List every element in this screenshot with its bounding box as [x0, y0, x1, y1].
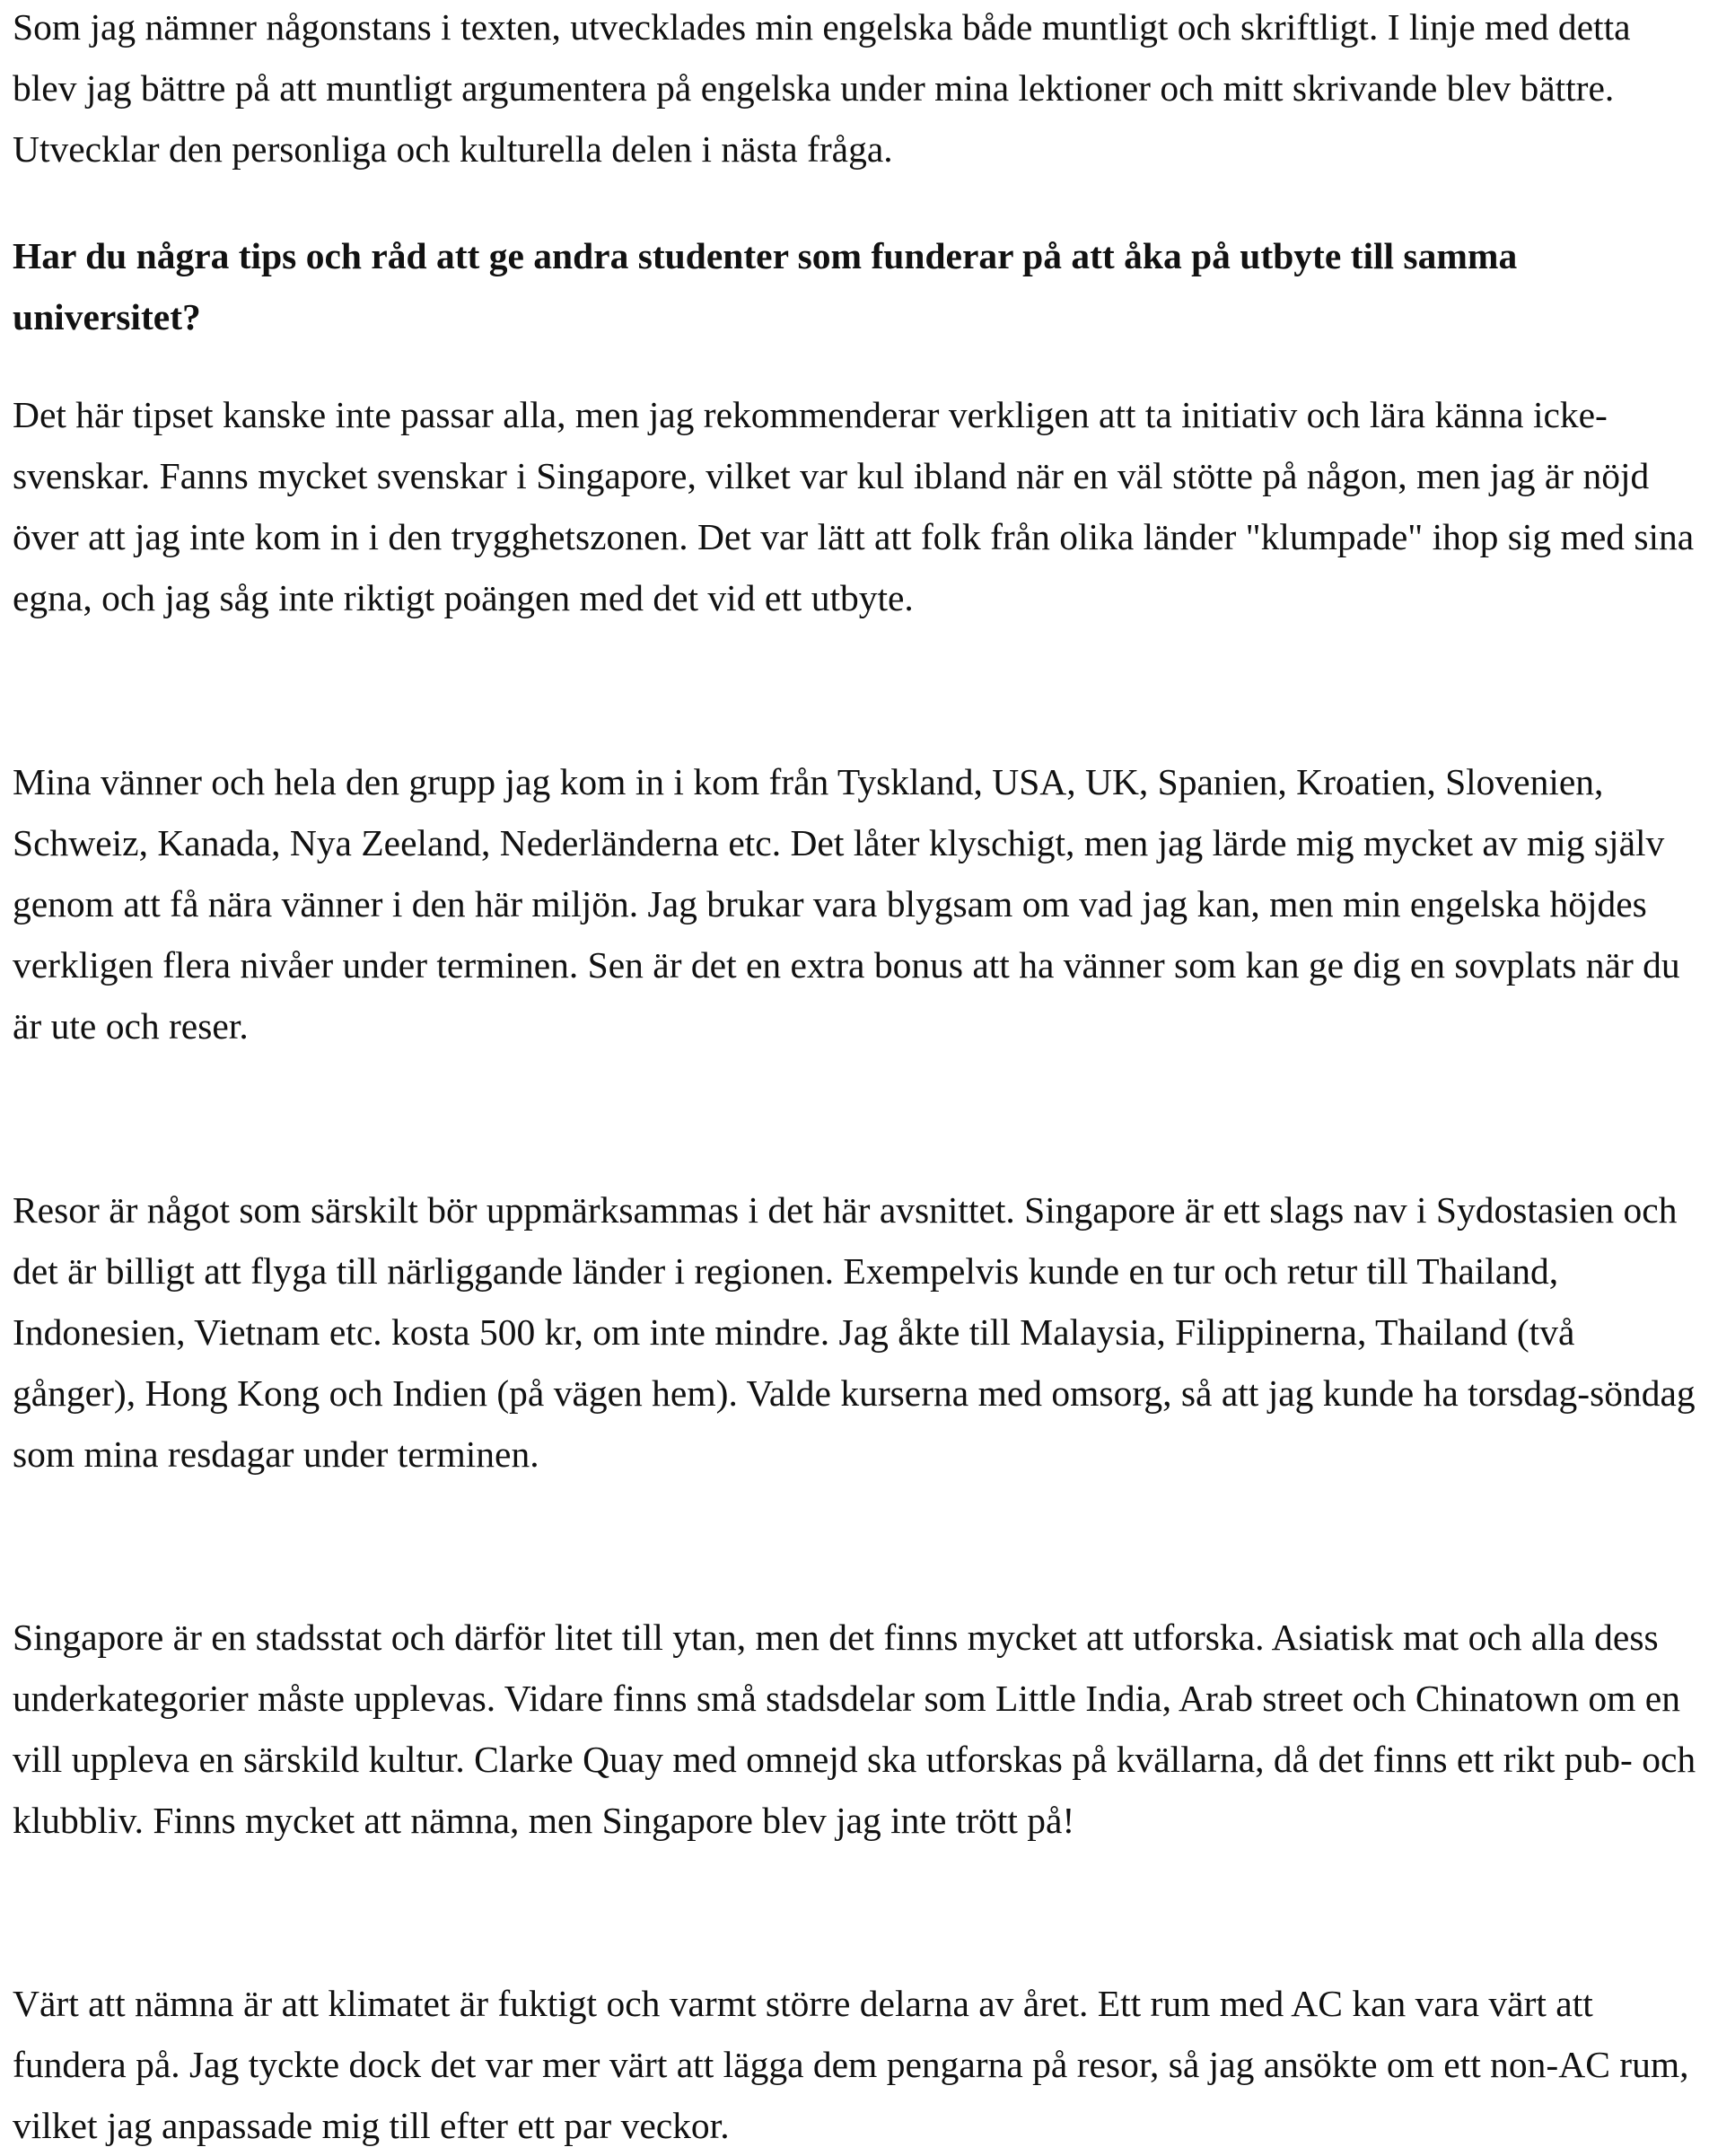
paragraph-friends-group: Mina vänner och hela den grupp jag kom in i kom från Tyskland, USA, UK, Spanien, Kroatien, Slovenien, Schweiz, Kanada, Nya Zeeland, Nederländerna etc. Det låter klyschigt, men jag lärde mig mycket av mig själv genom att få nära vänner i den här miljön. Jag brukar vara blygsam om vad jag kan, men min engelska höjdes verkligen flera nivåer under terminen. Sen är det en extra bonus att ha vänner som kan ge dig en sovplats när du är ute och reser. [13, 761, 1680, 1047]
paragraph-meet-non-swedes: Det här tipset kanske inte passar alla, men jag rekommenderar verkligen att ta initiativ och lära känna icke-svenskar. Fanns mycket svenskar i Singapore, vilket var kul ibland när en väl stötte på någon, men jag är nöjd över att jag inte kom in i den trygghetszonen. Det var lätt att folk från olika länder "klumpade" ihop sig med sina egna, och jag såg inte riktigt poängen med det vid ett utbyte. [13, 394, 1695, 618]
paragraph-climate: Värt att nämna är att klimatet är fuktigt och varmt större delarna av året. Ett rum med AC kan vara värt att fundera på. Jag tyckte dock det var mer värt att lägga dem pengarna på resor, så jag ansökte om ett non-AC rum, vilket jag anpassade mig till efter ett par veckor. [13, 1983, 1689, 2146]
paragraph-travel: Resor är något som särskilt bör uppmärksammas i det här avsnittet. Singapore är ett slags nav i Sydostasien och det är billigt att flyga till närliggande länder i regionen. Exempelvis kunde en tur och retur till Thailand, Indonesien, Vietnam etc. kosta 500 kr, om inte mindre. Jag åkte till Malaysia, Filippinerna, Thailand (två gånger), Hong Kong och Indien (på vägen hem). Valde kurserna med omsorg, så att jag kunde ha torsdag-söndag som mina resdagar under terminen. [13, 1189, 1696, 1475]
question-heading-tips: Har du några tips och råd att ge andra studenter som funderar på att åka på utbyte till samma universitet? [13, 235, 1518, 337]
paragraph-language-development: Som jag nämner någonstans i texten, utvecklades min engelska både muntligt och skriftligt. I linje med detta blev jag bättre på att muntligt argumentera på engelska under mina lektioner och mitt skrivande blev bättre. Utvecklar den personliga och kulturella delen i nästa fråga. [13, 6, 1631, 170]
paragraph-singapore-city: Singapore är en stadsstat och därför litet till ytan, men det finns mycket att utforska. Asiatisk mat och alla dess underkategorier måste upplevas. Vidare finns små stadsdelar som Little India, Arab street och Chinatown om en vill uppleva en särskild kultur. Clarke Quay med omnejd ska utforskas på kvällarna, då det finns ett rikt pub- och klubbliv. Finns mycket att nämna, men Singapore blev jag inte trött på! [13, 1617, 1696, 1841]
